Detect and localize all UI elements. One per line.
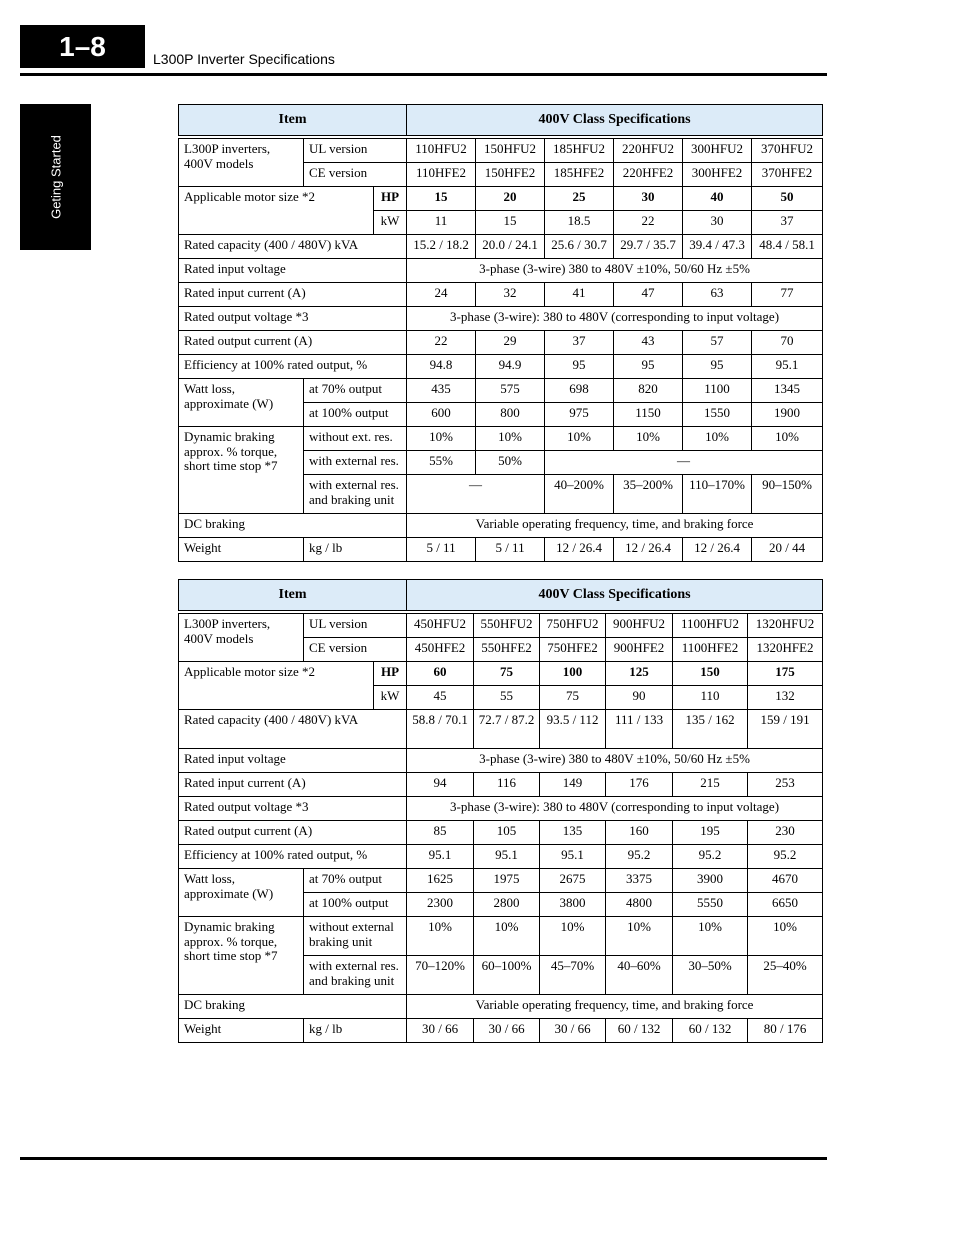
ce-model: 750HFE2 xyxy=(540,638,606,662)
watt100-value: 1550 xyxy=(683,403,752,427)
hp-value: 30 xyxy=(614,187,683,211)
without-unit-value: 10% xyxy=(673,917,748,956)
ce-model: 300HFE2 xyxy=(683,163,752,187)
input-voltage-label: Rated input voltage xyxy=(179,259,407,283)
capacity-value: 159 / 191 xyxy=(748,710,823,749)
kw-value: 15 xyxy=(476,211,545,235)
braking-unit-value: 35–200% xyxy=(614,475,683,514)
weight-label: Weight xyxy=(179,538,304,562)
spec-table-2 xyxy=(178,579,823,1043)
dc-braking-label: DC braking xyxy=(179,514,407,538)
kw-value: 18.5 xyxy=(545,211,614,235)
external-res-label: with external res. xyxy=(304,451,407,475)
braking-unit-label: with external res. and braking unit xyxy=(304,956,407,995)
ul-model: 150HFU2 xyxy=(476,137,545,163)
efficiency-value: 95.1 xyxy=(752,355,823,379)
capacity-label: Rated capacity (400 / 480V) kVA xyxy=(179,235,407,259)
kw-value: 75 xyxy=(540,686,606,710)
spec-header: 400V Class Specifications xyxy=(407,580,823,613)
input-current-value: 253 xyxy=(748,773,823,797)
watt100-value: 1150 xyxy=(614,403,683,427)
spec-header: 400V Class Specifications xyxy=(407,105,823,138)
watt100-value: 6650 xyxy=(748,893,823,917)
output-current-value: 22 xyxy=(407,331,476,355)
dynamic-braking-label: Dynamic braking approx. % torque, short time stop *7 xyxy=(179,427,304,514)
watt100-value: 975 xyxy=(545,403,614,427)
weight-value: 60 / 132 xyxy=(673,1019,748,1043)
braking-unit-value: 70–120% xyxy=(407,956,474,995)
without-res-value: 10% xyxy=(476,427,545,451)
without-res-value: 10% xyxy=(683,427,752,451)
without-res-value: 10% xyxy=(614,427,683,451)
kw-value: 55 xyxy=(474,686,540,710)
external-res-value: 55% xyxy=(407,451,476,475)
without-unit-value: 10% xyxy=(407,917,474,956)
input-current-label: Rated input current (A) xyxy=(179,773,407,797)
kw-value: 37 xyxy=(752,211,823,235)
page-header-title: L300P Inverter Specifications xyxy=(153,51,335,67)
efficiency-value: 95 xyxy=(545,355,614,379)
output-current-value: 105 xyxy=(474,821,540,845)
ce-model: 220HFE2 xyxy=(614,163,683,187)
weight-value: 12 / 26.4 xyxy=(614,538,683,562)
weight-value: 5 / 11 xyxy=(407,538,476,562)
output-current-value: 29 xyxy=(476,331,545,355)
header-rule xyxy=(20,73,827,76)
dc-braking-value: Variable operating frequency, time, and braking force xyxy=(407,995,823,1019)
weight-unit: kg / lb xyxy=(304,538,407,562)
weight-label: Weight xyxy=(179,1019,304,1043)
input-current-value: 94 xyxy=(407,773,474,797)
ul-version-label: UL version xyxy=(304,612,407,638)
output-current-value: 37 xyxy=(545,331,614,355)
weight-value: 20 / 44 xyxy=(752,538,823,562)
hp-value: 40 xyxy=(683,187,752,211)
hp-value: 15 xyxy=(407,187,476,211)
item-header: Item xyxy=(179,580,407,613)
watt100-value: 1900 xyxy=(752,403,823,427)
capacity-value: 20.0 / 24.1 xyxy=(476,235,545,259)
hp-value: 175 xyxy=(748,662,823,686)
capacity-value: 29.7 / 35.7 xyxy=(614,235,683,259)
input-current-value: 41 xyxy=(545,283,614,307)
hp-value: 25 xyxy=(545,187,614,211)
kw-value: 30 xyxy=(683,211,752,235)
watt70-value: 698 xyxy=(545,379,614,403)
ul-model: 550HFU2 xyxy=(474,612,540,638)
without-unit-value: 10% xyxy=(474,917,540,956)
ce-model: 550HFE2 xyxy=(474,638,540,662)
ce-model: 450HFE2 xyxy=(407,638,474,662)
watt100-value: 2300 xyxy=(407,893,474,917)
capacity-value: 58.8 / 70.1 xyxy=(407,710,474,749)
watt100-value: 5550 xyxy=(673,893,748,917)
dynamic-braking-label: Dynamic braking approx. % torque, short time stop *7 xyxy=(179,917,304,995)
watt70-value: 4670 xyxy=(748,869,823,893)
braking-unit-value: 45–70% xyxy=(540,956,606,995)
ce-model: 1320HFE2 xyxy=(748,638,823,662)
efficiency-value: 95.1 xyxy=(474,845,540,869)
braking-unit-dash: — xyxy=(407,475,545,514)
watt70-value: 3375 xyxy=(606,869,673,893)
output-current-value: 85 xyxy=(407,821,474,845)
ce-model: 150HFE2 xyxy=(476,163,545,187)
watt100-value: 600 xyxy=(407,403,476,427)
kw-value: 110 xyxy=(673,686,748,710)
output-voltage-value: 3-phase (3-wire): 380 to 480V (corresponding to input voltage) xyxy=(407,797,823,821)
weight-value: 60 / 132 xyxy=(606,1019,673,1043)
efficiency-label: Efficiency at 100% rated output, % xyxy=(179,845,407,869)
ul-model: 185HFU2 xyxy=(545,137,614,163)
watt70-label: at 70% output xyxy=(304,869,407,893)
hp-label: HP xyxy=(374,662,407,686)
motor-size-label: Applicable motor size *2 xyxy=(179,662,374,710)
output-voltage-label: Rated output voltage *3 xyxy=(179,307,407,331)
ce-model: 185HFE2 xyxy=(545,163,614,187)
ce-version-label: CE version xyxy=(304,163,407,187)
without-res-value: 10% xyxy=(752,427,823,451)
efficiency-value: 95.1 xyxy=(540,845,606,869)
input-current-value: 77 xyxy=(752,283,823,307)
weight-value: 12 / 26.4 xyxy=(545,538,614,562)
without-unit-value: 10% xyxy=(606,917,673,956)
output-current-label: Rated output current (A) xyxy=(179,821,407,845)
watt70-label: at 70% output xyxy=(304,379,407,403)
efficiency-value: 94.9 xyxy=(476,355,545,379)
output-current-value: 160 xyxy=(606,821,673,845)
efficiency-value: 95.2 xyxy=(606,845,673,869)
capacity-value: 15.2 / 18.2 xyxy=(407,235,476,259)
braking-unit-value: 25–40% xyxy=(748,956,823,995)
input-current-label: Rated input current (A) xyxy=(179,283,407,307)
weight-value: 5 / 11 xyxy=(476,538,545,562)
watt70-value: 1100 xyxy=(683,379,752,403)
output-current-value: 57 xyxy=(683,331,752,355)
dc-braking-label: DC braking xyxy=(179,995,407,1019)
input-current-value: 176 xyxy=(606,773,673,797)
watt70-value: 3900 xyxy=(673,869,748,893)
weight-value: 80 / 176 xyxy=(748,1019,823,1043)
ul-model: 220HFU2 xyxy=(614,137,683,163)
without-unit-value: 10% xyxy=(748,917,823,956)
ul-model: 110HFU2 xyxy=(407,137,476,163)
efficiency-value: 94.8 xyxy=(407,355,476,379)
external-res-dash: — xyxy=(545,451,823,475)
kw-value: 22 xyxy=(614,211,683,235)
input-current-value: 47 xyxy=(614,283,683,307)
watt100-value: 4800 xyxy=(606,893,673,917)
ul-model: 750HFU2 xyxy=(540,612,606,638)
braking-unit-value: 110–170% xyxy=(683,475,752,514)
kw-value: 11 xyxy=(407,211,476,235)
capacity-label: Rated capacity (400 / 480V) kVA xyxy=(179,710,407,749)
item-header: Item xyxy=(179,105,407,138)
input-voltage-value: 3-phase (3-wire) 380 to 480V ±10%, 50/60 Hz ±5% xyxy=(407,259,823,283)
ul-model: 1100HFU2 xyxy=(673,612,748,638)
weight-value: 30 / 66 xyxy=(474,1019,540,1043)
without-unit-value: 10% xyxy=(540,917,606,956)
input-current-value: 149 xyxy=(540,773,606,797)
output-voltage-value: 3-phase (3-wire): 380 to 480V (corresponding to input voltage) xyxy=(407,307,823,331)
output-current-value: 195 xyxy=(673,821,748,845)
spec-table-1 xyxy=(178,104,823,562)
section-tab-label: Geting Started xyxy=(48,135,63,219)
hp-value: 50 xyxy=(752,187,823,211)
watt70-value: 435 xyxy=(407,379,476,403)
input-voltage-value: 3-phase (3-wire) 380 to 480V ±10%, 50/60 Hz ±5% xyxy=(407,749,823,773)
page-number: 1–8 xyxy=(20,25,145,68)
weight-unit: kg / lb xyxy=(304,1019,407,1043)
input-current-value: 215 xyxy=(673,773,748,797)
efficiency-value: 95 xyxy=(614,355,683,379)
watt70-value: 820 xyxy=(614,379,683,403)
efficiency-value: 95.2 xyxy=(673,845,748,869)
without-res-value: 10% xyxy=(407,427,476,451)
watt100-value: 3800 xyxy=(540,893,606,917)
hp-value: 150 xyxy=(673,662,748,686)
kw-value: 132 xyxy=(748,686,823,710)
ul-model: 450HFU2 xyxy=(407,612,474,638)
braking-unit-value: 60–100% xyxy=(474,956,540,995)
watt70-value: 1625 xyxy=(407,869,474,893)
motor-size-label: Applicable motor size *2 xyxy=(179,187,374,235)
watt100-value: 800 xyxy=(476,403,545,427)
ce-model: 370HFE2 xyxy=(752,163,823,187)
external-res-value: 50% xyxy=(476,451,545,475)
watt100-value: 2800 xyxy=(474,893,540,917)
braking-unit-value: 40–200% xyxy=(545,475,614,514)
section-tab xyxy=(20,104,91,250)
braking-unit-value: 40–60% xyxy=(606,956,673,995)
braking-unit-value: 30–50% xyxy=(673,956,748,995)
efficiency-label: Efficiency at 100% rated output, % xyxy=(179,355,407,379)
watt70-value: 2675 xyxy=(540,869,606,893)
input-current-value: 32 xyxy=(476,283,545,307)
braking-unit-label: with external res. and braking unit xyxy=(304,475,407,514)
weight-value: 30 / 66 xyxy=(540,1019,606,1043)
kw-label: kW xyxy=(374,686,407,710)
watt-loss-label: Watt loss, approximate (W) xyxy=(179,379,304,427)
watt70-value: 1975 xyxy=(474,869,540,893)
hp-value: 125 xyxy=(606,662,673,686)
output-current-value: 43 xyxy=(614,331,683,355)
efficiency-value: 95 xyxy=(683,355,752,379)
input-voltage-label: Rated input voltage xyxy=(179,749,407,773)
ce-model: 1100HFE2 xyxy=(673,638,748,662)
capacity-value: 135 / 162 xyxy=(673,710,748,749)
watt-loss-label: Watt loss, approximate (W) xyxy=(179,869,304,917)
ul-model: 900HFU2 xyxy=(606,612,673,638)
footer-rule xyxy=(20,1157,827,1160)
weight-value: 30 / 66 xyxy=(407,1019,474,1043)
capacity-value: 72.7 / 87.2 xyxy=(474,710,540,749)
weight-value: 12 / 26.4 xyxy=(683,538,752,562)
models-label: L300P inverters, 400V models xyxy=(179,137,304,187)
hp-label: HP xyxy=(374,187,407,211)
ul-model: 370HFU2 xyxy=(752,137,823,163)
output-current-value: 230 xyxy=(748,821,823,845)
braking-unit-value: 90–150% xyxy=(752,475,823,514)
capacity-value: 93.5 / 112 xyxy=(540,710,606,749)
input-current-value: 116 xyxy=(474,773,540,797)
hp-value: 75 xyxy=(474,662,540,686)
watt70-value: 575 xyxy=(476,379,545,403)
without-res-label: without ext. res. xyxy=(304,427,407,451)
ce-model: 110HFE2 xyxy=(407,163,476,187)
dc-braking-value: Variable operating frequency, time, and braking force xyxy=(407,514,823,538)
models-label: L300P inverters, 400V models xyxy=(179,612,304,662)
efficiency-value: 95.2 xyxy=(748,845,823,869)
without-unit-label: without external braking unit xyxy=(304,917,407,956)
hp-value: 100 xyxy=(540,662,606,686)
watt100-label: at 100% output xyxy=(304,893,407,917)
kw-value: 45 xyxy=(407,686,474,710)
kw-label: kW xyxy=(374,211,407,235)
ul-version-label: UL version xyxy=(304,137,407,163)
ce-model: 900HFE2 xyxy=(606,638,673,662)
without-res-value: 10% xyxy=(545,427,614,451)
efficiency-value: 95.1 xyxy=(407,845,474,869)
hp-value: 60 xyxy=(407,662,474,686)
output-voltage-label: Rated output voltage *3 xyxy=(179,797,407,821)
output-current-value: 70 xyxy=(752,331,823,355)
output-current-label: Rated output current (A) xyxy=(179,331,407,355)
kw-value: 90 xyxy=(606,686,673,710)
watt100-label: at 100% output xyxy=(304,403,407,427)
watt70-value: 1345 xyxy=(752,379,823,403)
hp-value: 20 xyxy=(476,187,545,211)
capacity-value: 111 / 133 xyxy=(606,710,673,749)
capacity-value: 39.4 / 47.3 xyxy=(683,235,752,259)
ul-model: 300HFU2 xyxy=(683,137,752,163)
capacity-value: 25.6 / 30.7 xyxy=(545,235,614,259)
ce-version-label: CE version xyxy=(304,638,407,662)
capacity-value: 48.4 / 58.1 xyxy=(752,235,823,259)
input-current-value: 24 xyxy=(407,283,476,307)
output-current-value: 135 xyxy=(540,821,606,845)
ul-model: 1320HFU2 xyxy=(748,612,823,638)
input-current-value: 63 xyxy=(683,283,752,307)
